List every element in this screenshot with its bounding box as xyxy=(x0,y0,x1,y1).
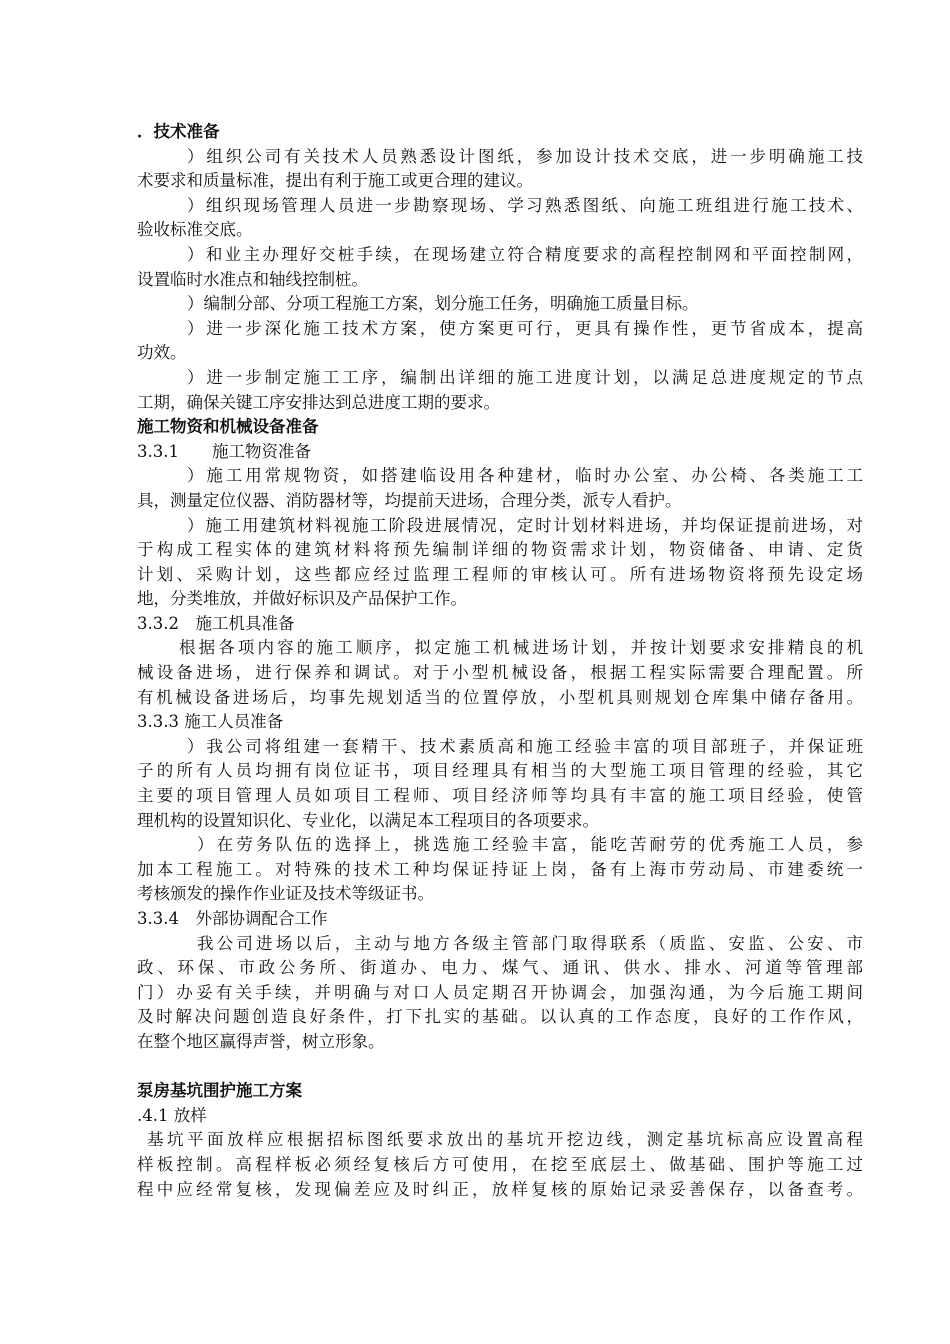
text-line: 具，测量定位仪器、消防器材等，均提前天进场，合理分类，派专人看护。 xyxy=(137,490,682,510)
text-line: 基坑平面放样应根据招标图纸要求放出的基坑开挖边线，测定基坑标高应设置高程 xyxy=(147,1130,863,1150)
text-line: 加本工程施工。对特殊的技术工种均保证持证上岗，备有上海市劳动局、市建委统一 xyxy=(137,859,863,879)
section-heading: ．技术准备 xyxy=(137,122,220,141)
text-line: 政、环保、市政公务所、街道办、电力、煤气、通讯、供水、排水、河道等管理部 xyxy=(137,958,863,978)
text-line: 在整个地区赢得声誉，树立形象。 xyxy=(137,1031,385,1051)
text-line: 3.3.1 施工物资准备 xyxy=(137,441,311,461)
text-line: ）我公司将组建一套精干、技术素质高和施工经验丰富的项目部班子，并保证班 xyxy=(187,736,863,756)
text-line: .4.1 放样 xyxy=(137,1105,207,1125)
text-line: 子的所有人员均拥有岗位证书，项目经理具有相当的大型施工项目管理的经验，其它 xyxy=(137,761,863,781)
text-line: 有机械设备进场后，均事先规划适当的位置停放，小型机具则规划仓库集中储存备用。 xyxy=(137,687,863,707)
blank-line xyxy=(137,1055,863,1080)
text-line: 3.3.4 外部协调配合工作 xyxy=(137,909,328,928)
text-line: 计划、采购计划，这些都应经过监理工程师的审核认可。所有进场物资将预先设定场 xyxy=(137,564,863,584)
text-line: 理机构的设置知识化、专业化，以满足本工程项目的各项要求。 xyxy=(137,810,599,830)
text-line: 设置临时水准点和轴线控制桩。 xyxy=(137,269,368,289)
text-line: 3.3.3 施工人员准备 xyxy=(137,712,284,732)
text-line: 样板控制。高程样板必须经复核后方可使用，在挖至底层土、做基础、围护等施工过 xyxy=(137,1154,863,1174)
text-line: 械设备进场，进行保养和调试。对于小型机械设备，根据工程实际需要合理配置。所 xyxy=(137,663,863,683)
section-heading: 施工物资和机械设备准备 xyxy=(137,417,319,437)
text-line: 验收标准交底。 xyxy=(137,220,253,240)
text-line: ）编制分部、分项工程施工方案，划分施工任务，明确施工质量目标。 xyxy=(187,294,699,314)
text-line: ）组织公司有关技术人员熟悉设计图纸，参加设计技术交底，进一步明确施工技 xyxy=(187,146,863,166)
text-line: 于构成工程实体的建筑材料将预先编制详细的物资需求计划，物资储备、申请、定货 xyxy=(137,540,863,560)
text-line: 地，分类堆放，并做好标识及产品保护工作。 xyxy=(137,589,467,609)
text-line: 功效。 xyxy=(137,343,187,363)
text-line: 术要求和质量标准，提出有利于施工或更合理的建议。 xyxy=(137,171,533,191)
text-line: ）施工用建筑材料视施工阶段进展情况，定时计划材料进场，并均保证提前进场，对 xyxy=(187,515,863,535)
text-line: 工期，确保关键工序安排达到总进度工期的要求。 xyxy=(137,392,500,412)
text-line: ）进一步深化施工技术方案，使方案更可行，更具有操作性，更节省成本，提高 xyxy=(187,318,863,338)
text-line: ）在劳务队伍的选择上，挑选施工经验丰富，能吃苦耐劳的优秀施工人员，参 xyxy=(197,835,863,855)
text-line: 3.3.2 施工机具准备 xyxy=(137,613,295,633)
text-line: ）施工用常规物资，如搭建临设用各种建材，临时办公室、办公椅、各类施工工 xyxy=(187,466,863,486)
text-line: 我公司进场以后，主动与地方各级主管部门取得联系（质监、安监、公安、市 xyxy=(197,933,863,953)
section-heading: 泵房基坑围护施工方案 xyxy=(137,1081,302,1101)
text-line: 主要的项目管理人员如项目工程师、项目经济师等均具有丰富的施工项目经验，使管 xyxy=(137,786,863,806)
text-line: 考核颁发的操作作业证及技术等级证书。 xyxy=(137,884,434,904)
text-line: ）组织现场管理人员进一步勘察现场、学习熟悉图纸、向施工班组进行施工技术、 xyxy=(187,195,863,215)
text-line: 根据各项内容的施工顺序，拟定施工机械进场计划，并按计划要求安排精良的机 xyxy=(179,638,863,658)
text-line: 门）办妥有关手续，并明确与对口人员定期召开协调会，加强沟通，为今后施工期间 xyxy=(137,982,863,1002)
text-line: ）和业主办理好交桩手续，在现场建立符合精度要求的高程控制网和平面控制网， xyxy=(187,244,863,264)
text-line: 及时解决问题创造良好条件，打下扎实的基础。以认真的工作态度，良好的工作作风， xyxy=(137,1007,863,1027)
text-line: 程中应经常复核，发现偏差应及时纠正，放样复核的原始记录妥善保存，以备查考。 xyxy=(137,1179,863,1199)
text-line: ）进一步制定施工工序，编制出详细的施工进度计划，以满足总进度规定的节点 xyxy=(187,367,863,387)
document-body xyxy=(137,120,863,1202)
